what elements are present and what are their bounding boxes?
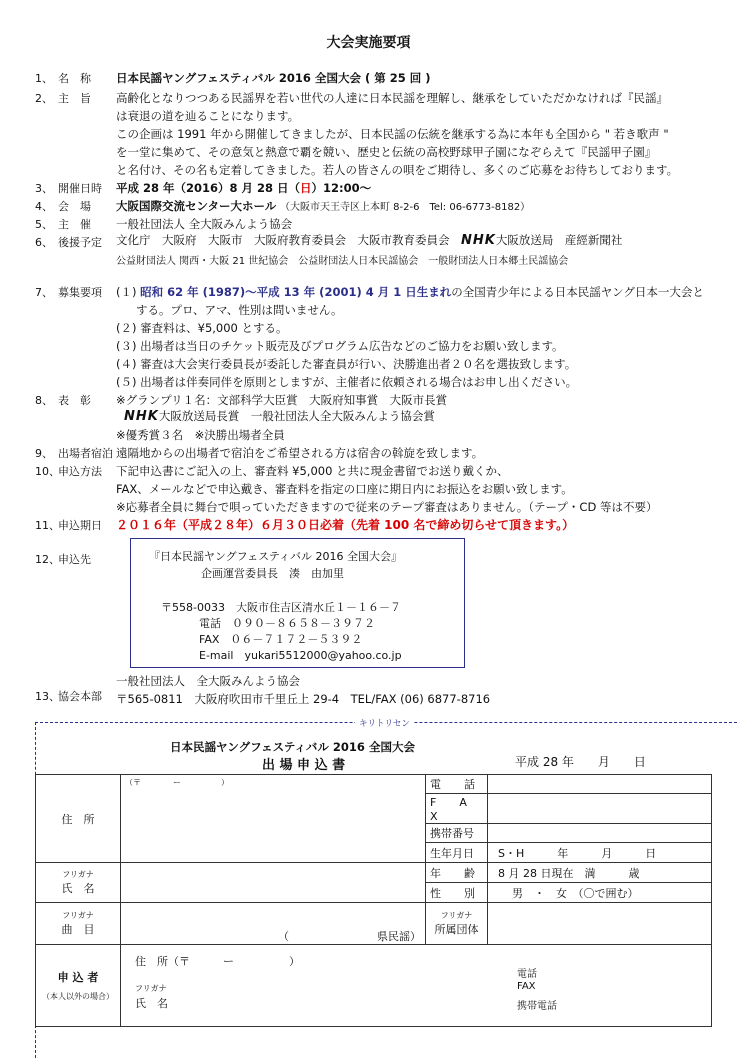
purpose-line: は衰退の道を辿ることになります。 [116, 109, 300, 123]
applicant-name-label: 氏 名 [135, 997, 168, 1010]
applicant-address-label: 住 所（〒 ー ） [135, 955, 300, 968]
address-field[interactable]: （〒 ー ） [121, 775, 426, 863]
form-event-title: 日本民謡ヤングフェスティバル 2016 全国大会 [170, 740, 415, 754]
form-title: 出 場 申 込 書 [262, 758, 346, 773]
item-label: 会 場 [58, 200, 91, 213]
association-name: 一般社団法人 全大阪みんよう協会 [116, 674, 300, 688]
item-number: 4、 [35, 200, 53, 213]
item-label: 後援予定 [58, 236, 102, 249]
item-label: 名 称 [58, 72, 91, 85]
item-label: 申込期日 [58, 519, 102, 532]
deadline: ２０１６年（平成２８年）６月３０日必着（先着 100 名で締め切らせて頂きます。） [116, 518, 575, 532]
item-number: 9、 [35, 447, 53, 460]
applicant-label: 申 込 者 （本人以外の場合） [36, 945, 121, 1027]
sex-label: 性 別 [426, 883, 488, 903]
requirement-line: (３) 出場者は当日のチケット販売及びプログラム広告などのご協力をお願い致します。 [116, 339, 564, 353]
age-label: 年 齢 [426, 863, 488, 883]
contact-line: FAX ０６－７１７２－５３９２ [199, 633, 363, 646]
applicant-fax-label: FAX [517, 981, 536, 992]
name-label: フリガナ 氏 名 [36, 863, 121, 903]
group-field[interactable] [488, 903, 712, 945]
item-label: 募集要項 [58, 286, 102, 299]
item-label: 開催日時 [58, 182, 102, 195]
contact-line: 〒558-0033 大阪市住吉区清水丘１－１６－７ [161, 601, 401, 614]
event-date: 平成 28 年（2016）8 月 28 日（日）12:00〜 [116, 181, 372, 195]
tel-label: 電 話 [426, 775, 488, 794]
contact-line: 電話 ０９０－８６５８－３９７２ [199, 617, 375, 630]
requirement-line: (１) 昭和 62 年 (1987)〜平成 13 年 (2001) 4 月 1 日生まれの全国青少年による日本民謡ヤング日本一大会と [116, 285, 704, 299]
item-number: 8、 [35, 394, 53, 407]
form-date: 平成 28 年 月 日 [515, 755, 646, 769]
address-label: 住 所 [36, 775, 121, 863]
requirement-line: (５) 出場者は伴奏同伴を原則としますが、主催者に依頼される場合はお申し出ください。 [116, 375, 578, 389]
applicant-tel-label: 電話 [517, 969, 537, 980]
requirement-line: (２) 審査料は、¥5,000 とする。 [116, 321, 288, 335]
nhk-logo: NHK [461, 233, 496, 248]
mobile-field[interactable] [488, 824, 712, 843]
requirement-line: (４) 審査は大会実行委員長が委託した審査員が行い、決勝進出者２０名を選抜致します。 [116, 357, 577, 371]
item-number: 13、 [35, 690, 60, 703]
item-number: 3、 [35, 182, 53, 195]
item-number: 2、 [35, 92, 53, 105]
item-number: 7、 [35, 286, 53, 299]
item-number: 5、 [35, 218, 53, 231]
birth-label: 生年月日 [426, 843, 488, 863]
birth-field[interactable]: S・H 年 月 日 [488, 843, 712, 863]
age-field[interactable]: 8 月 28 日現在 満 歳 [488, 863, 712, 883]
requirement-line: する。プロ、アマ、性別は問いません。 [136, 303, 343, 317]
item-label: 協会本部 [58, 690, 102, 703]
item-label: 申込先 [58, 553, 91, 566]
group-label: フリガナ 所属団体 [426, 903, 488, 945]
item-label: 表 彰 [58, 394, 91, 407]
song-field[interactable]: （ 県民謡） [121, 903, 426, 945]
application-line: FAX、メールなどで申込戴き、審査料を指定の口座に期日内にお振込をお願い致します。 [116, 482, 573, 496]
contact-line: E-mail yukari5512000@yahoo.co.jp [199, 649, 402, 662]
applicant-furigana-label: フリガナ [135, 984, 167, 993]
nhk-logo: NHK [124, 409, 159, 424]
mobile-label: 携帯番号 [426, 824, 488, 843]
fax-label: F A X [426, 794, 488, 824]
tel-field[interactable] [488, 775, 712, 794]
application-form [35, 774, 712, 1027]
item-number: 11、 [35, 519, 60, 532]
award-line: ※グランプリ１名：文部科学大臣賞 大阪府知事賞 大阪市長賞 [116, 393, 448, 407]
sex-field[interactable]: 男 ・ 女 （〇で囲む） [488, 883, 712, 903]
applicant-field[interactable] [121, 945, 712, 1027]
item-number: 12、 [35, 553, 60, 566]
item-label: 申込方法 [58, 465, 102, 478]
name-field[interactable] [121, 863, 426, 903]
document-title: 大会実施要項 [326, 35, 411, 51]
purpose-line: 高齢化となりつつある民謡界を若い世代の人達に日本民謡を理解し、継承をしていただかなければ『民謡』 [116, 91, 668, 105]
item-number: 1、 [35, 72, 53, 85]
organizer: 一般社団法人 全大阪みんよう協会 [116, 217, 293, 231]
contact-line: 『日本民謡ヤングフェスティバル 2016 全国大会』 [149, 550, 403, 563]
purpose-line: と名付け、その名も定着してきました。若人の皆さんの唄をご期待し、多くのご応募をお待ちしております。 [116, 163, 679, 177]
award-line: NHK大阪放送局長賞 一般社団法人全大阪みんよう協会賞 [124, 409, 435, 424]
application-line: 下記申込書にご記入の上、審査料 ¥5,000 と共に現金書留でお送り戴くか、 [116, 464, 509, 478]
application-line: ※応募者全員に舞台で唄っていただきますので従来のテープ審査はありません。（テープ・CD 等は不要） [116, 500, 658, 514]
venue: 大阪国際交流センター大ホール （大阪市天王寺区上本町 8-2-6 Tel: 06-6773-8182） [116, 199, 531, 213]
lodging-info: 遠隔地からの出場者で宿泊をご希望される方は宿舎の斡旋を致します。 [116, 446, 484, 460]
song-label: フリガナ 曲 目 [36, 903, 121, 945]
item-label: 主 旨 [58, 92, 91, 105]
purpose-line: を一堂に集めて、その意気と熱意で覇を競い、歴史と伝統の高校野球甲子園になぞらえて『民謡甲子園』 [116, 145, 657, 159]
event-name: 日本民謡ヤングフェスティバル 2016 全国大会 ( 第 25 回 ) [116, 71, 431, 85]
item-number: 10、 [35, 465, 60, 478]
association-address: 〒565-0811 大阪府吹田市千里丘上 29-4 TEL/FAX (06) 6877-8716 [116, 692, 491, 706]
item-label: 主 催 [58, 218, 91, 231]
sponsors-line: 公益財団法人 関西・大阪 21 世紀協会 公益財団法人日本民謡協会 一般財団法人日本郷土民謡協会 [116, 256, 569, 267]
applicant-mobile-label: 携帯電話 [517, 1001, 557, 1012]
contact-line: 企画運営委員長 湊 由加里 [201, 567, 344, 580]
contact-box [130, 538, 465, 668]
item-number: 6、 [35, 236, 53, 249]
sponsors-line: 文化庁 大阪府 大阪市 大阪府教育委員会 大阪市教育委員会 NHK大阪放送局 産經新聞社 [116, 233, 623, 248]
cut-label: キリトリセン [355, 717, 414, 729]
item-label: 出場者宿泊 [58, 447, 113, 460]
purpose-line: この企画は 1991 年から開催してきましたが、日本民謡の伝統を継承する為に本年も全国から " 若き歌声 " [116, 127, 669, 141]
award-line: ※優秀賞３名 ※決勝出場者全員 [116, 428, 285, 442]
fax-field[interactable] [488, 794, 712, 824]
